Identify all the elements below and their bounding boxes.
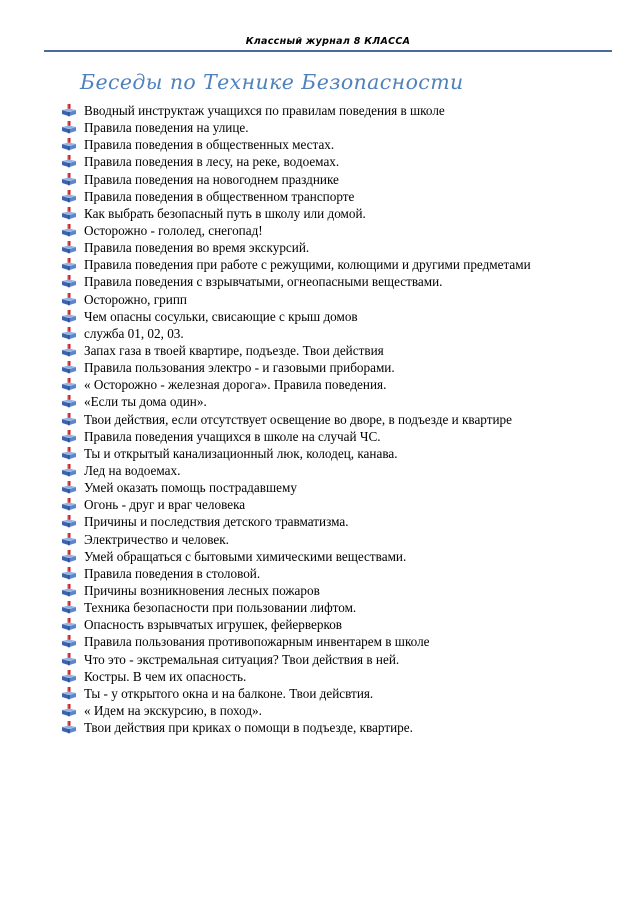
list-item-text: Правила поведения в общественном транспорте bbox=[84, 188, 355, 204]
list-item bbox=[62, 291, 531, 308]
book-bullet-icon bbox=[62, 533, 76, 546]
book-bullet-icon bbox=[62, 618, 76, 631]
list-item-text: Осторожно, грипп bbox=[84, 291, 187, 307]
list-item bbox=[62, 685, 531, 702]
list-item bbox=[62, 376, 531, 393]
book-bullet-icon bbox=[62, 138, 76, 151]
book-bullet-icon bbox=[62, 567, 76, 580]
book-bullet-icon bbox=[62, 670, 76, 683]
book-bullet-icon bbox=[62, 413, 76, 426]
list-item-text: Правила пользования противопожарным инвентарем в школе bbox=[84, 634, 430, 650]
book-bullet-icon bbox=[62, 550, 76, 563]
list-item-text: « Идем на экскурсию, в поход». bbox=[84, 702, 262, 718]
book-bullet-icon bbox=[62, 395, 76, 408]
list-item bbox=[62, 668, 531, 685]
book-bullet-icon bbox=[62, 190, 76, 203]
list-item bbox=[62, 342, 531, 359]
list-item bbox=[62, 325, 531, 342]
list-item-text: Чем опасны сосульки, свисающие с крыш домов bbox=[84, 308, 358, 324]
book-bullet-icon bbox=[62, 447, 76, 460]
list-item-text: Правила поведения с взрывчатыми, огнеопасными веществами. bbox=[84, 274, 443, 290]
list-item bbox=[62, 411, 531, 428]
list-item bbox=[62, 239, 531, 256]
list-item-text: Правила пользования электро - и газовыми приборами. bbox=[84, 360, 395, 376]
book-bullet-icon bbox=[62, 721, 76, 734]
book-bullet-icon bbox=[62, 310, 76, 323]
list-item-text: Вводный инструктаж учащихся по правилам поведения в школе bbox=[84, 103, 445, 118]
book-bullet-icon bbox=[62, 653, 76, 666]
list-item bbox=[62, 496, 531, 513]
list-item-text: Причины и последствия детского травматизма. bbox=[84, 514, 349, 530]
book-bullet-icon bbox=[62, 635, 76, 648]
list-item bbox=[62, 719, 531, 736]
book-bullet-icon bbox=[62, 275, 76, 288]
list-item-text: Лед на водоемах. bbox=[84, 462, 181, 478]
list-item-text: Электричество и человек. bbox=[84, 531, 229, 547]
book-bullet-icon bbox=[62, 601, 76, 614]
list-item bbox=[62, 256, 531, 273]
list-item bbox=[62, 633, 531, 650]
list-item bbox=[62, 599, 531, 616]
list-item-text: Причины возникновения лесных пожаров bbox=[84, 582, 320, 598]
list-item-text: Правила поведения учащихся в школе на случай ЧС. bbox=[84, 428, 381, 444]
book-bullet-icon bbox=[62, 258, 76, 271]
list-item bbox=[62, 428, 531, 445]
list-item bbox=[62, 548, 531, 565]
list-item bbox=[62, 582, 531, 599]
list-item bbox=[62, 119, 531, 136]
list-item bbox=[62, 273, 531, 290]
page-header-title: Классный журнал 8 КЛАССА bbox=[245, 36, 411, 47]
list-item-text: Как выбрать безопасный путь в школу или домой. bbox=[84, 205, 366, 221]
book-bullet-icon bbox=[62, 481, 76, 494]
list-item-text: « Осторожно - железная дорога». Правила поведения. bbox=[84, 377, 387, 393]
list-item bbox=[62, 531, 531, 548]
list-item bbox=[62, 136, 531, 153]
book-bullet-icon bbox=[62, 104, 76, 117]
book-bullet-icon bbox=[62, 207, 76, 220]
list-item bbox=[62, 651, 531, 668]
list-item-text: Умей оказать помощь пострадавшему bbox=[84, 480, 297, 496]
book-bullet-icon bbox=[62, 515, 76, 528]
book-bullet-icon bbox=[62, 224, 76, 237]
list-item bbox=[62, 359, 531, 376]
list-item-text: Техника безопасности при пользовании лифтом. bbox=[84, 600, 357, 616]
list-item bbox=[62, 188, 531, 205]
book-bullet-icon bbox=[62, 430, 76, 443]
list-item-text: Ты - у открытого окна и на балконе. Твои дейсвтия. bbox=[84, 685, 374, 701]
list-item-text: Правила поведения во время экскурсий. bbox=[84, 240, 310, 256]
list-item-text: Правила поведения в лесу, на реке, водоемах. bbox=[84, 154, 340, 170]
list-item-text: Огонь - друг и враг человека bbox=[84, 497, 246, 513]
book-bullet-icon bbox=[62, 361, 76, 374]
book-bullet-icon bbox=[62, 121, 76, 134]
book-bullet-icon bbox=[62, 241, 76, 254]
book-bullet-icon bbox=[62, 704, 76, 717]
list-item bbox=[62, 171, 531, 188]
list-item bbox=[62, 102, 531, 119]
list-item bbox=[62, 445, 531, 462]
list-item-text: Осторожно - гололед, снегопад! bbox=[84, 222, 263, 238]
list-item bbox=[62, 393, 531, 410]
book-bullet-icon bbox=[62, 173, 76, 186]
list-item-text: «Если ты дома один». bbox=[84, 394, 207, 410]
book-bullet-icon bbox=[62, 584, 76, 597]
list-item-text: Твои действия при криках о помощи в подъезде, квартире. bbox=[84, 720, 413, 736]
safety-topics-list bbox=[62, 102, 531, 736]
list-item-text: служба 01, 02, 03. bbox=[84, 325, 184, 341]
book-bullet-icon bbox=[62, 378, 76, 391]
list-item-text: Правила поведения в общественных местах. bbox=[84, 137, 335, 153]
list-item bbox=[62, 205, 531, 222]
list-item bbox=[62, 308, 531, 325]
list-item bbox=[62, 565, 531, 582]
list-item-text: Умей обращаться с бытовыми химическими веществами. bbox=[84, 548, 407, 564]
list-item bbox=[62, 153, 531, 170]
book-bullet-icon bbox=[62, 498, 76, 511]
list-item-text: Опасность взрывчатых игрушек, фейерверков bbox=[84, 617, 343, 633]
book-bullet-icon bbox=[62, 155, 76, 168]
list-item bbox=[62, 222, 531, 239]
book-bullet-icon bbox=[62, 293, 76, 306]
list-item-text: Костры. В чем их опасность. bbox=[84, 668, 247, 684]
document-heading: Беседы по Технике Безопасности bbox=[80, 70, 464, 94]
list-item-text: Правила поведения при работе с режущими, колющими и другими предметами bbox=[84, 257, 531, 273]
list-item bbox=[62, 513, 531, 530]
list-item bbox=[62, 479, 531, 496]
list-item bbox=[62, 616, 531, 633]
list-item-text: Правила поведения на улице. bbox=[84, 120, 249, 136]
header-divider bbox=[44, 50, 612, 52]
list-item bbox=[62, 462, 531, 479]
list-item-text: Правила поведения в столовой. bbox=[84, 565, 261, 581]
list-item-text: Правила поведения на новогоднем празднике bbox=[84, 171, 339, 187]
list-item-text: Твои действия, если отсутствует освещение во дворе, в подъезде и квартире bbox=[84, 411, 512, 427]
book-bullet-icon bbox=[62, 464, 76, 477]
book-bullet-icon bbox=[62, 687, 76, 700]
list-item bbox=[62, 702, 531, 719]
list-item-text: Ты и открытый канализационный люк, колодец, канава. bbox=[84, 445, 398, 461]
book-bullet-icon bbox=[62, 344, 76, 357]
list-item-text: Что это - экстремальная ситуация? Твои действия в ней. bbox=[84, 651, 400, 667]
list-item-text: Запах газа в твоей квартире, подъезде. Твои действия bbox=[84, 342, 384, 358]
book-bullet-icon bbox=[62, 327, 76, 340]
